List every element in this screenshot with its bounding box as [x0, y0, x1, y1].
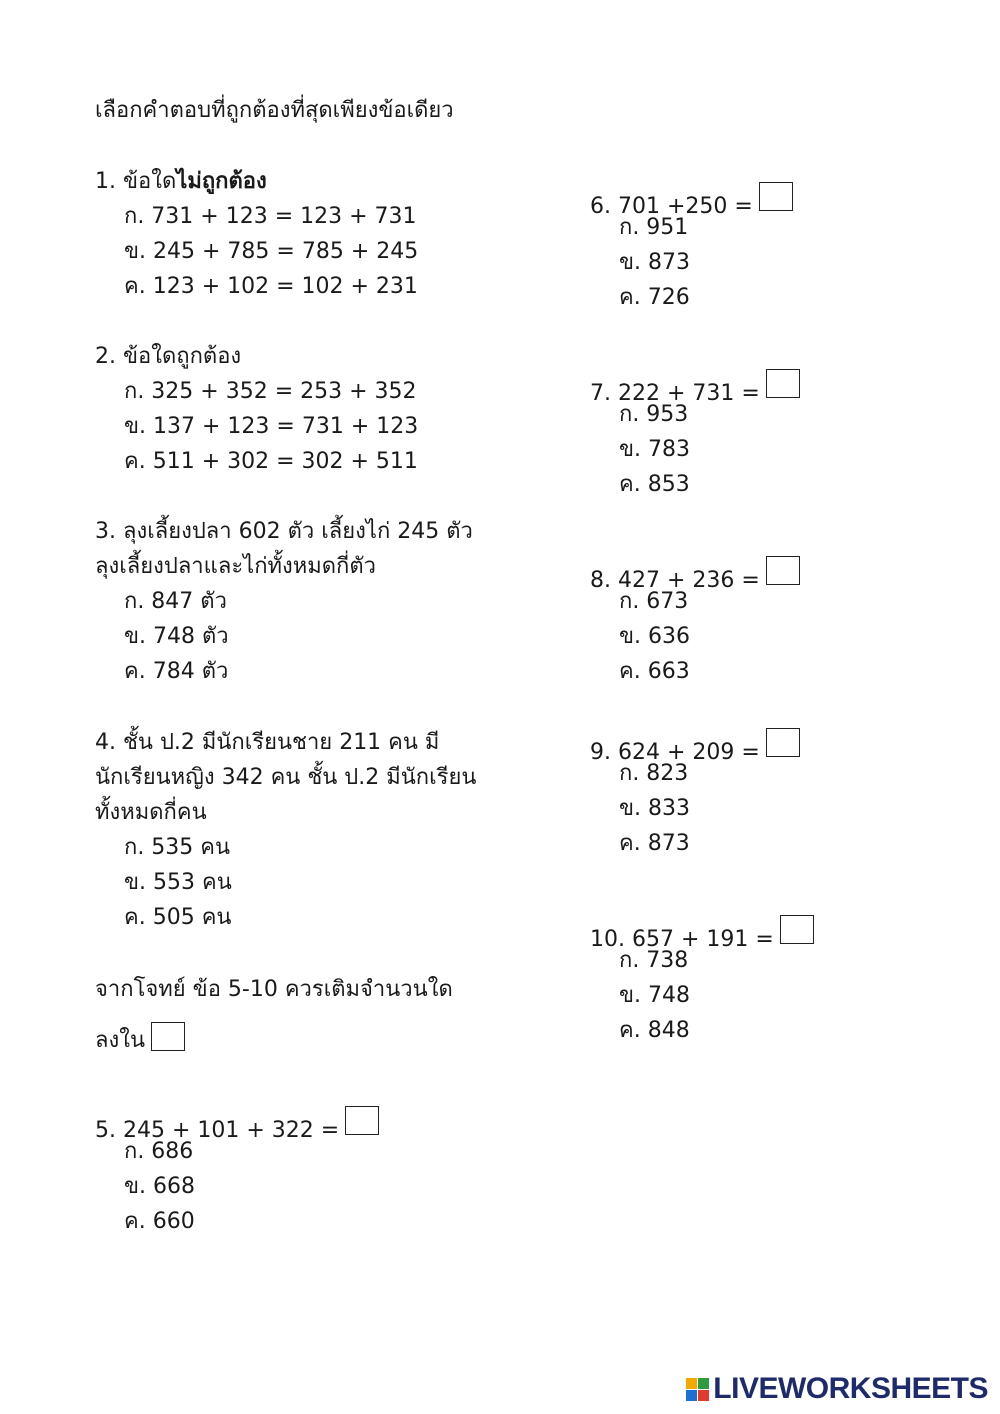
question-3 [95, 519, 473, 684]
question-9-option-c[interactable]: ค. 873 [619, 831, 690, 856]
question-4-line-3: ทั้งหมดกี่คน [95, 800, 207, 825]
question-4-option-c[interactable]: ค. 505 คน [124, 905, 232, 930]
question-4-option-b[interactable]: ข. 553 คน [124, 870, 232, 895]
fill-instruction-label: ลงใน [95, 1028, 146, 1053]
question-8-answer-box[interactable] [766, 556, 800, 585]
question-6-option-c[interactable]: ค. 726 [619, 285, 690, 310]
question-3-line-1: 3. ลุงเลี้ยงปลา 602 ตัว เลี้ยงไก่ 245 ตัว [95, 519, 473, 544]
question-3-option-c[interactable]: ค. 784 ตัว [124, 659, 229, 684]
question-5-option-a[interactable]: ก. 686 [124, 1139, 194, 1164]
question-7-text [590, 369, 800, 405]
question-5-answer-box[interactable] [345, 1106, 379, 1135]
logo-square-2 [698, 1378, 709, 1389]
question-5-equation: 5. 245 + 101 + 322 = [95, 1118, 340, 1143]
question-6-equation: 6. 701 +250 = [590, 194, 753, 219]
question-4-line-1: 4. ชั้น ป.2 มีนักเรียนชาย 211 คน มี [95, 730, 440, 755]
question-6-text [590, 182, 793, 218]
logo-square-1 [686, 1378, 697, 1389]
question-10-option-c[interactable]: ค. 848 [619, 1018, 690, 1043]
question-7-option-a[interactable]: ก. 953 [619, 402, 689, 427]
question-1-emphasis: ไม่ถูกต้อง [176, 169, 267, 194]
question-7-option-c[interactable]: ค. 853 [619, 472, 690, 497]
question-1-option-b[interactable]: ข. 245 + 785 = 785 + 245 [124, 239, 419, 264]
question-2-option-b[interactable]: ข. 137 + 123 = 731 + 123 [124, 414, 419, 439]
question-3-line-2: ลุงเลี้ยงปลาและไก่ทั้งหมดกี่ตัว [95, 554, 377, 579]
logo-text: LIVEWORKSHEETS [713, 1372, 988, 1405]
question-9-equation: 9. 624 + 209 = [590, 740, 760, 765]
question-7-answer-box[interactable] [766, 369, 800, 398]
fill-instruction-line-2 [95, 1022, 185, 1052]
logo-square-3 [686, 1390, 697, 1401]
question-8-option-c[interactable]: ค. 663 [619, 659, 690, 684]
liveworksheets-logo[interactable] [686, 1374, 988, 1404]
question-10-equation: 10. 657 + 191 = [590, 927, 774, 952]
question-4-option-a[interactable]: ก. 535 คน [124, 835, 231, 860]
question-8-equation: 8. 427 + 236 = [590, 568, 760, 593]
question-7 [590, 369, 800, 497]
question-9-text [590, 728, 800, 764]
question-1 [95, 169, 419, 299]
question-6-answer-box[interactable] [759, 182, 793, 211]
question-5-option-c[interactable]: ค. 660 [124, 1209, 195, 1234]
question-5-text [95, 1106, 379, 1142]
liveworksheets-logo-icon [686, 1378, 709, 1401]
question-1-text [95, 171, 267, 193]
question-6 [590, 182, 793, 310]
question-8-option-b[interactable]: ข. 636 [619, 624, 691, 649]
question-3-option-a[interactable]: ก. 847 ตัว [124, 589, 227, 614]
question-2-option-a[interactable]: ก. 325 + 352 = 253 + 352 [124, 379, 417, 404]
question-8-text [590, 556, 800, 592]
question-10-answer-box[interactable] [780, 915, 814, 944]
instruction: เลือกคำตอบที่ถูกต้องที่สุดเพียงข้อเดียว [95, 98, 454, 123]
question-10-option-a[interactable]: ก. 738 [619, 948, 689, 973]
question-4 [95, 730, 477, 930]
question-8-option-a[interactable]: ก. 673 [619, 589, 689, 614]
question-1-prefix: 1. ข้อใด [95, 169, 177, 194]
answer-box-example [151, 1022, 185, 1051]
question-8 [590, 556, 800, 684]
fill-instruction-line-1: จากโจทย์ ข้อ 5-10 ควรเติมจำนวนใด [95, 977, 453, 1002]
question-10-text [590, 915, 814, 951]
question-6-option-a[interactable]: ก. 951 [619, 215, 689, 240]
question-2-text: 2. ข้อใดถูกต้อง [95, 344, 242, 369]
question-9-option-a[interactable]: ก. 823 [619, 761, 689, 786]
question-1-option-c[interactable]: ค. 123 + 102 = 102 + 231 [124, 274, 418, 299]
question-7-equation: 7. 222 + 731 = [590, 381, 760, 406]
question-7-option-b[interactable]: ข. 783 [619, 437, 691, 462]
question-2-option-c[interactable]: ค. 511 + 302 = 302 + 511 [124, 449, 418, 474]
question-10 [590, 915, 814, 1043]
question-10-option-b[interactable]: ข. 748 [619, 983, 691, 1008]
question-3-option-b[interactable]: ข. 748 ตัว [124, 624, 229, 649]
logo-square-4 [698, 1390, 709, 1401]
question-2 [95, 344, 419, 474]
question-4-line-2: นักเรียนหญิง 342 คน ชั้น ป.2 มีนักเรียน [95, 765, 477, 790]
question-5-option-b[interactable]: ข. 668 [124, 1174, 196, 1199]
question-9 [590, 728, 800, 856]
question-9-option-b[interactable]: ข. 833 [619, 796, 691, 821]
question-6-option-b[interactable]: ข. 873 [619, 250, 691, 275]
question-5 [95, 1106, 379, 1234]
question-9-answer-box[interactable] [766, 728, 800, 757]
question-1-option-a[interactable]: ก. 731 + 123 = 123 + 731 [124, 204, 417, 229]
